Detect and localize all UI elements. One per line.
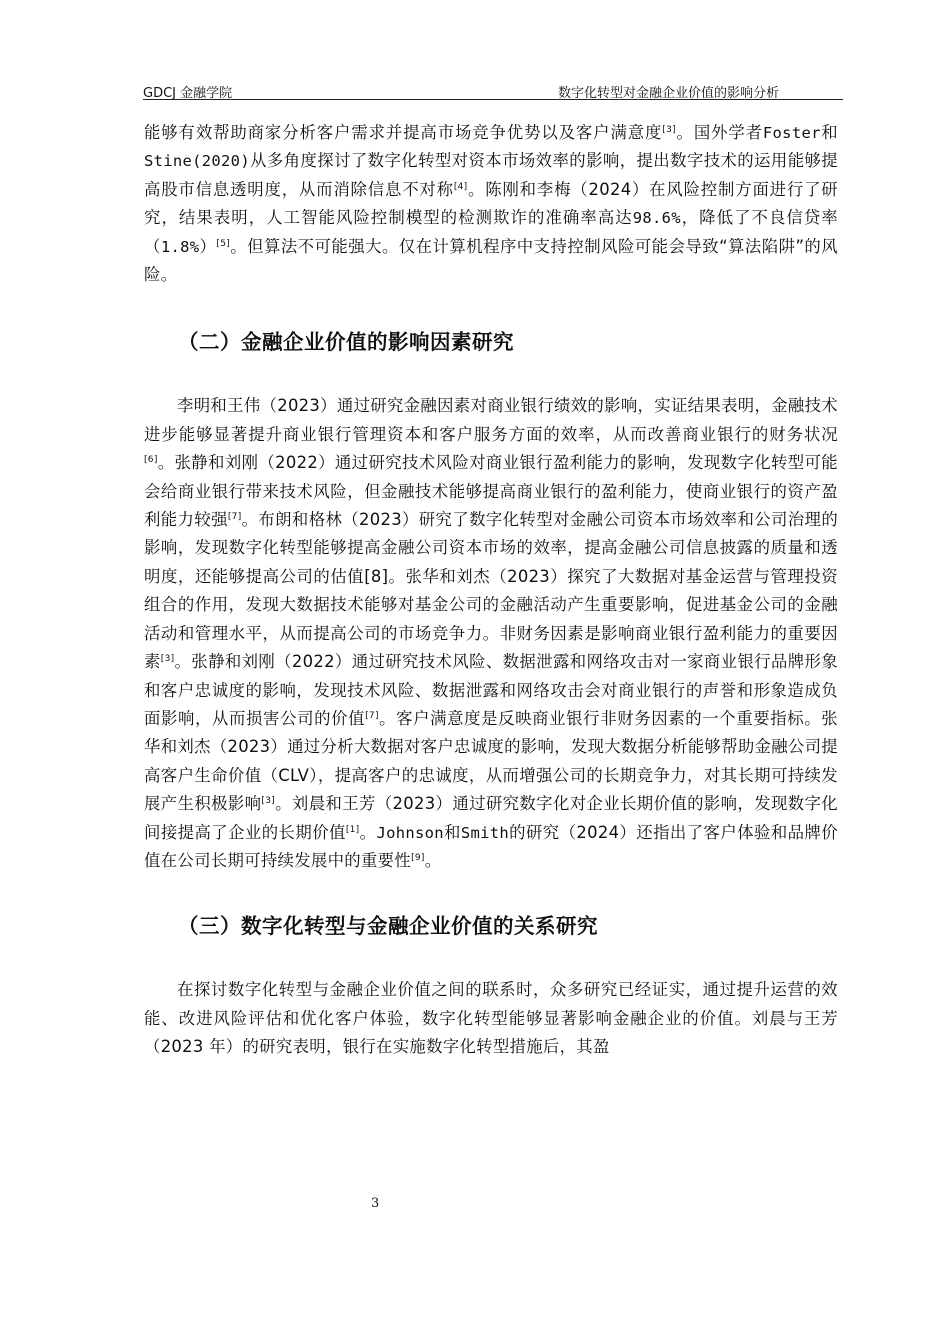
page-body [144, 119, 838, 1062]
text-run: 。张静和刘刚（2022）通过研究技术风险对商业银行盈利能力的影响，发现数字化转型可能会给商业银行带来技术风险，但金融技术能够提高商业银行的盈利能力，使商业银行的资产盈利能力较强 [144, 453, 838, 530]
citation-ref: [3] [662, 125, 676, 135]
text-run: 的研究（2024）还指出了客户体验和品牌价值在公司长期可持续发展中的重要性 [144, 822, 838, 870]
text-run: 李明和王伟（2023）通过研究金融因素对商业银行绩效的影响，实证结果表明，金融技术进步能够显著提升商业银行管理资本和客户服务方面的效率，从而改善商业银行的财务状况 [144, 396, 838, 444]
text-run: 从多角度探讨了数字化转型对资本市场效率的影响，提出数字技术的运用能够提高股市信息透明度，从而消除信息不对称 [144, 151, 838, 199]
citation-ref: [3] [160, 654, 175, 665]
text-run: 。国外学者 [675, 123, 763, 142]
text-run: Foster [762, 124, 821, 142]
text-run: ，降低了不良信贷率（ [144, 208, 838, 256]
citation-ref: [4] [453, 181, 468, 192]
text-run: 。刘晨和王芳（2023）通过研究数字化对企业长期价值的影响，发现数字化间接提高了企业的长期价值 [144, 794, 838, 842]
text-run: 98.6% [632, 209, 681, 228]
citation-ref: [1] [345, 824, 360, 835]
header-institution: GDCJ 金融学院 [143, 86, 233, 101]
citation-ref: [3] [261, 796, 276, 807]
text-run: 。客户满意度是反映商业银行非财务因素的一个重要指标。张华和刘杰（2023）通过分析大数据对客户忠诚度的影响，发现大数据分析能够帮助金融公司提高客户生命价值（CLV），提高客户的忠诚度，从而增强公司的长期竞争力，对其长期可持续发展产生积极影响 [144, 708, 838, 814]
text-run: 。但算法不可能强大。仅在计算机程序中支持控制风险可能会导致“算法陷阱”的风险。 [144, 236, 838, 285]
citation-ref: [7] [365, 710, 379, 721]
text-run: ） [199, 236, 217, 256]
header-thesis-title: 数字化转型对金融企业价值的影响分析 [557, 86, 779, 101]
text-run: Smith [460, 823, 510, 842]
text-run: 。布朗和格林（2023）研究了数字化转型对金融公司资本市场效率和公司治理的影响，发现数字化转型能够提高金融公司资本市场的效率，提高金融公司信息披露的质量和透明度，还能够提高公司的估值[8]。张华和刘杰（2023）探究了大数据对基金运营与管理投资组合的作用，发现大数据技术能够对基金公司的金融活动产生重要影响，促进基金公司的金融活动和管理水平，从而提高公司的市场竞争力。非财务因素是影响商业银行盈利能力的重要因素 [144, 510, 839, 672]
text-run: 。 [424, 850, 442, 870]
section-heading-2: （二）金融企业价值的影响因素研究 [178, 330, 514, 355]
citation-ref: [7] [227, 512, 242, 523]
text-run: 在探讨数字化转型与金融企业价值之间的联系时，众多研究已经证实，通过提升运营的效能、改进风险评估和优化客户体验，数字化转型能够显著影响金融企业的价值。刘晨与王芳（2023 年）的研究表明，银行在实施数字化转型措施后，其盈 [144, 980, 838, 1057]
text-run: 和 [443, 822, 461, 842]
text-run: 。 [359, 822, 377, 842]
citation-ref: [5] [216, 238, 231, 249]
section-heading-3: （三）数字化转型与金融企业价值的关系研究 [178, 914, 598, 939]
citation-ref: [6] [144, 455, 158, 466]
page-number: 3 [371, 1196, 380, 1211]
text-run: 和 [820, 123, 838, 142]
text-run: Stine(2020) [144, 152, 250, 171]
citation-ref: [9] [411, 852, 425, 863]
text-run: 。陈刚和李梅（2024）在风险控制方面进行了研究，结果表明，人工智能风险控制模型的检测欺诈的准确率高达 [144, 179, 838, 228]
text-run: Johnson [376, 823, 444, 842]
paragraph-2 [144, 392, 838, 875]
text-run: 能够有效帮助商家分析客户需求并提高市场竞争优势以及客户满意度 [144, 123, 663, 142]
page-header [143, 80, 843, 102]
paragraph-1 [144, 119, 838, 289]
text-run: 。张静和刘刚（2022）通过研究技术风险、数据泄露和网络攻击对一家商业银行品牌形象和客户忠诚度的影响，发现技术风险、数据泄露和网络攻击会对商业银行的声誉和形象造成负面影响，从而损害公司的价值 [144, 652, 838, 728]
header-rule [143, 99, 843, 100]
paragraph-3 [144, 976, 838, 1061]
text-run: 1.8% [160, 237, 200, 256]
